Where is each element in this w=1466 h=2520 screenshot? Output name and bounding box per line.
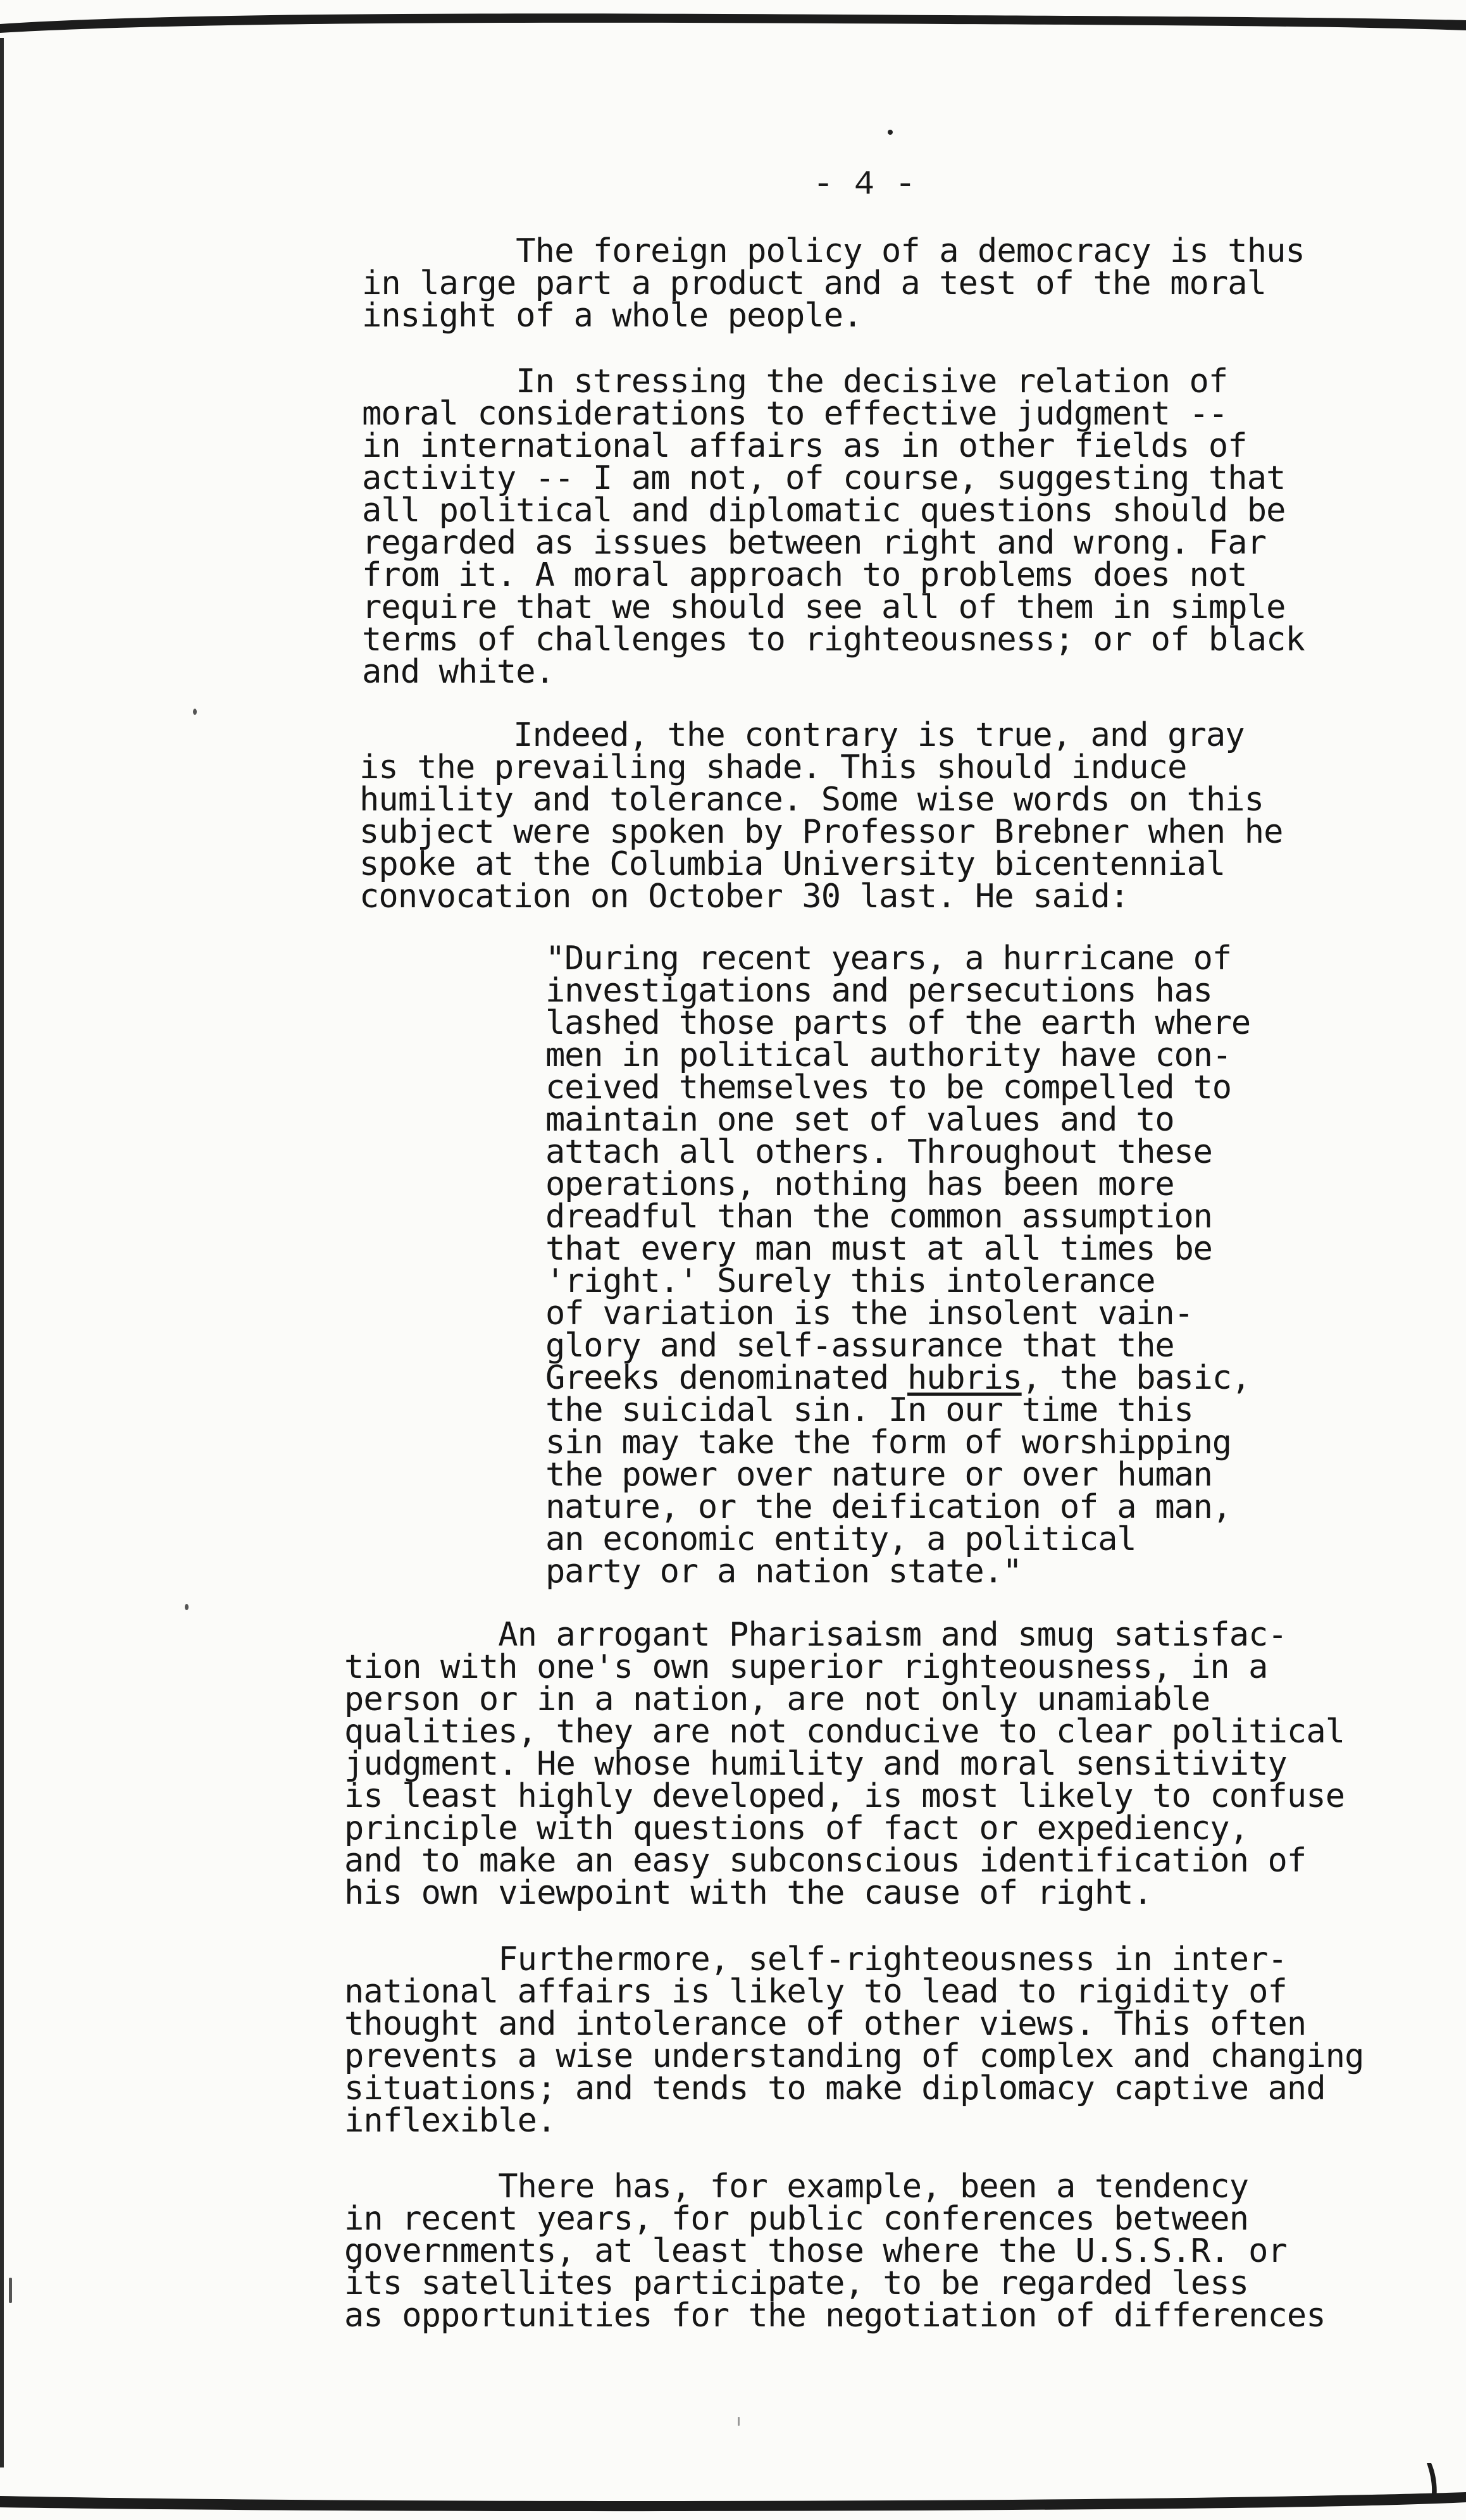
scan-speck (9, 2278, 12, 2303)
top-border-line (0, 0, 1466, 60)
paragraph-moral-considerations: In stressing the decisive relation of moral considerations to effective judgment -- in international affairs as in other fields of activity -- I am not, of course, suggesting that all political and diplomatic questions should be regarded as issues between right and wrong. Far from it. A moral approach to problems does not require that we should see all of them in simple terms of challenges to righteousness; or of black and white. (362, 363, 1305, 691)
paragraph-conferences: There has, for example, been a tendency in recent years, for public conferences between governments, at least those where the U.S.S.R. or its satellites participate, to be regarded less as opportunities for the negotiation of differences (344, 2168, 1326, 2335)
paragraph-foreign-policy: The foreign policy of a democracy is thus in large part a product and a test of the moral insight of a whole people. (362, 232, 1305, 335)
scan-speck (193, 709, 197, 715)
bottom-border-line (0, 2463, 1466, 2520)
quote-text-after: , the basic, the suicidal sin. In our time this sin may take the form of worshipping the power over nature or over human nature, or the deification of a man, an economic entity, a political party or a nation state." (545, 1359, 1250, 1591)
quote-hubris-underlined: hubris (907, 1359, 1022, 1397)
paragraph-self-righteousness: Furthermore, self-righteousness in inter- national affairs is likely to lead to rigidity of thought and intolerance of other views. This often prevents a wise understanding of complex and changing situations; and tends to make diplomacy captive and inflexible. (344, 1940, 1364, 2140)
brebner-quotation (545, 940, 1250, 1591)
page-number: - 4 - (813, 166, 916, 204)
scan-speck (185, 1604, 189, 1610)
quote-text-before: "During recent years, a hurricane of investigations and persecutions has lashed those parts of the earth where men in political authority have con- ceived themselves to be compelled to maintain one set of values and to attach all others. Throughout these operations, nothing has been more dreadful than the common assumption that every man must at all times be 'right.' Surely this intolerance of variation is the insolent vain- glory and self-assurance that the Greeks denominated (545, 940, 1250, 1397)
left-page-edge (0, 38, 4, 2467)
stray-dot (888, 130, 893, 135)
paragraph-gray-shade: Indeed, the contrary is true, and gray is the prevailing shade. This should induce humility and tolerance. Some wise words on this subject were spoken by Professor Brebner when he spoke at the Columbia University bicentennial convocation on October 30 last. He said: (359, 716, 1283, 916)
scan-speck (738, 2417, 740, 2426)
paragraph-pharisaism: An arrogant Pharisaism and smug satisfac- tion with one's own superior righteousness, in a person or in a nation, are not only unamiable qualities, they are not conducive to clear political judgment. He whose humility and moral sensitivity is least highly developed, is most likely to confuse principle with questions of fact or expediency, and to make an easy subconscious identification of his own viewpoint with the cause of right. (344, 1616, 1345, 1912)
